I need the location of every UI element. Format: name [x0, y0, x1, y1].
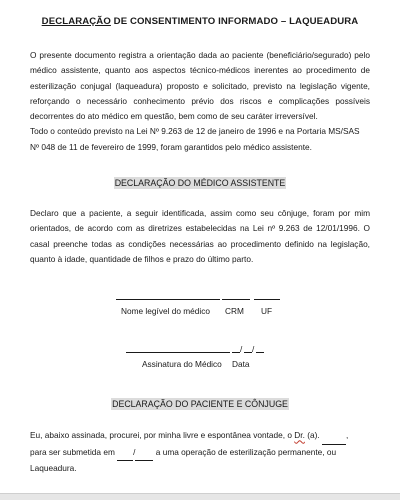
doctor-name-line[interactable]	[116, 299, 220, 300]
date-label: Data	[232, 359, 250, 370]
patient-declaration-paragraph	[30, 428, 370, 476]
uf-line[interactable]	[254, 299, 280, 300]
crm-line[interactable]	[222, 299, 250, 300]
patient-text-part1: Eu, abaixo assinada, procurei, por minha livre e espontânea vontade, o	[30, 430, 295, 441]
title-first-word: DECLARAÇÃO	[41, 16, 111, 27]
patient-heading-text: DECLARAÇÃO DO PACIENTE E CÔNJUGE	[112, 399, 288, 410]
patient-text-part3: ,	[345, 430, 349, 441]
doctor-heading-text: DECLARAÇÃO DO MÉDICO ASSISTENTE	[114, 178, 286, 189]
doctor-signature-label: Assinatura do Médico	[142, 359, 222, 370]
doctor-name-label: Nome legível do médico	[121, 306, 211, 317]
patient-text-part5: /	[133, 446, 136, 457]
doctor-signature-line[interactable]	[126, 352, 230, 353]
doctor-name-signature-row	[30, 299, 370, 333]
patient-text-part4: para ser submetida em	[30, 446, 118, 457]
intro-paragraph-1: O presente documento registra a orientação dada ao paciente (beneficiário/segurado) pelo médico assistente, quanto aos aspectos técnico-médicos inerentes ao procedimento de esterilização conjugal (laqueadura) proposto e solicitado, previsto na legislação vigente, reforçando o necessário conhecimento prévio dos riscos e complicações possíveis decorrentes do ato médico em questão, bem como de seu caráter irreversível.	[30, 50, 370, 122]
date-year-line[interactable]	[256, 352, 264, 353]
uf-label: UF	[261, 306, 273, 317]
date-separator-2: /	[252, 344, 255, 355]
patient-text-part6: a uma operação de esterilização permanente, ou Laqueadura.	[30, 446, 337, 473]
doctor-name-blank[interactable]	[322, 428, 349, 444]
patient-text-dr: Dr.	[294, 430, 305, 441]
doctor-signature-date-row	[30, 344, 370, 378]
doctor-section-heading	[30, 178, 370, 188]
title-rest: DE CONSENTIMENTO INFORMADO – LAQUEADURA	[110, 16, 359, 27]
crm-label: CRM	[225, 306, 244, 317]
date-day-line[interactable]	[232, 352, 240, 353]
document-title	[30, 16, 370, 27]
patient-text-part2: (a).	[304, 430, 322, 441]
intro-paragraph-2: Todo o conteúdo previsto na Lei Nº 9.263 de 12 de janeiro de 1996 e na Portaria MS/SAS Nº 048 de 11 de fevereiro de 1999, foram garantidos pelo médico assistente.	[30, 126, 360, 152]
surgery-month-blank[interactable]	[135, 445, 153, 461]
date-separator-1: /	[240, 344, 243, 355]
surgery-day-blank[interactable]	[117, 445, 136, 461]
date-month-line[interactable]	[244, 352, 252, 353]
patient-section-heading	[30, 399, 370, 409]
doctor-declaration-paragraph: Declaro que a paciente, a seguir identificada, assim como seu cônjuge, foram por mim orientados, de acordo com as diretrizes estabelecidas na Lei nº 9.263 de 12/01/1996. O casal preenche todas as condições necessárias ao procedimento definido na legislação, quanto à idade, quantidade de filhos e prazo do último parto.	[30, 208, 370, 264]
page-bottom-edge	[0, 493, 400, 500]
